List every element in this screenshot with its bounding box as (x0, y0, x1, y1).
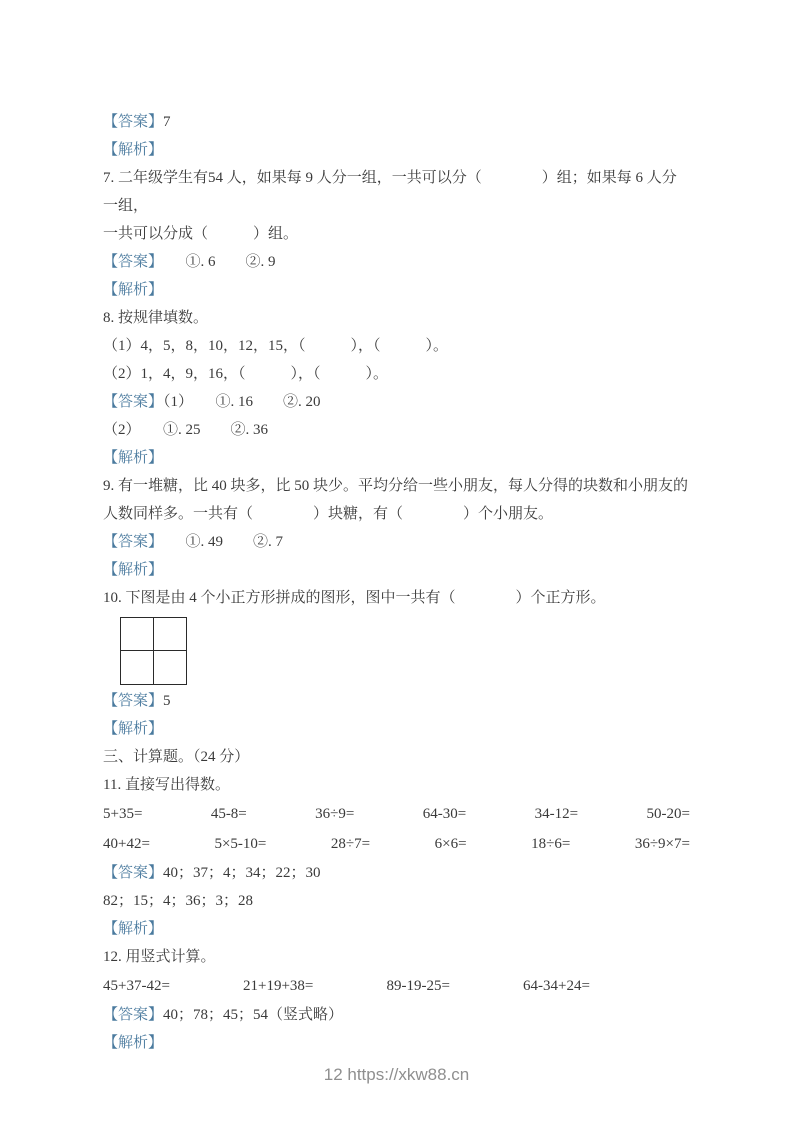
figure-cell (121, 618, 154, 651)
answer-line-q8-2 (103, 416, 690, 444)
page-number-and-url: 12 https://xkw88.cn (323, 1065, 470, 1084)
analysis-marker: 【解析】 (103, 921, 164, 937)
page-footer (0, 1063, 793, 1087)
answer-line-q8-1 (103, 388, 690, 416)
answer-line-q11-1 (103, 859, 690, 887)
answer-marker: 【答案】 (103, 394, 164, 410)
answer-value-q6: 7 (163, 114, 171, 130)
answer-line-q9 (103, 528, 690, 556)
analysis-line-q10 (103, 715, 690, 743)
equation: 21+19+38= (243, 978, 314, 994)
equation: 45-8= (210, 806, 247, 822)
answer-marker: 【答案】 (103, 693, 164, 709)
document-content (103, 108, 690, 1057)
question-8-title: 8. 按规律填数。 (103, 310, 209, 326)
question-7-text-line-2: 一共可以分成（ ）组。 (103, 226, 299, 242)
equation: 5×5-10= (214, 836, 267, 852)
equation: 64-30= (422, 806, 467, 822)
answer-value-q9: ①. 49 ②. 7 (155, 534, 284, 550)
question-7-text-line-1: 7. 二年级学生有54 人，如果每 9 人分一组，一共可以分（ ）组；如果每 6 人分一组， (103, 170, 677, 214)
equation: 6×6= (434, 836, 467, 852)
figure-cell (154, 618, 187, 651)
figure-cell (121, 651, 154, 684)
answer-value-q8-1: （1） ①. 16 ②. 20 (163, 394, 321, 410)
analysis-marker: 【解析】 (103, 562, 164, 578)
analysis-line-q8 (103, 444, 690, 472)
analysis-marker: 【解析】 (103, 1035, 164, 1051)
analysis-line-q7 (103, 276, 690, 304)
answer-line-q7 (103, 248, 690, 276)
equation: 5+35= (103, 806, 143, 822)
q12-equations-row (103, 971, 590, 1001)
answer-line-q12 (103, 1001, 690, 1029)
analysis-line-q6 (103, 136, 690, 164)
equation: 50-20= (646, 806, 690, 822)
answer-marker: 【答案】 (103, 1007, 164, 1023)
four-squares-figure (120, 617, 187, 685)
equation: 28÷7= (330, 836, 371, 852)
answer-line-q6 (103, 108, 690, 136)
answer-value-q7: ①. 6 ②. 9 (155, 254, 276, 270)
analysis-marker: 【解析】 (103, 142, 164, 158)
answer-line-q10 (103, 687, 690, 715)
question-8-sub-1: （1）4，5，8，10，12，15，（ ），（ ）。 (103, 338, 449, 354)
answer-line-q11-2 (103, 887, 690, 915)
equation: 45+37-42= (103, 978, 170, 994)
answer-value-q11-2: 82；15；4；36；3；28 (103, 893, 254, 909)
equation: 36÷9= (315, 806, 355, 822)
analysis-marker: 【解析】 (103, 450, 164, 466)
analysis-marker: 【解析】 (103, 282, 164, 298)
question-8-sub-2: （2）1，4，9，16，（ ），（ ）。 (103, 366, 389, 382)
answer-marker: 【答案】 (103, 114, 164, 130)
question-9-text-line-2: 人数同样多。一共有（ ）块糖，有（ ）个小朋友。 (103, 506, 554, 522)
answer-marker: 【答案】 (103, 534, 156, 550)
q11-equations-row-1 (103, 799, 690, 829)
equation: 36÷9×7= (634, 836, 690, 852)
question-9-text-line-1: 9. 有一堆糖，比 40 块多，比 50 块少。平均分给一些小朋友，每人分得的块数和小朋友的 (103, 478, 689, 494)
answer-value-q8-2: （2） ①. 25 ②. 36 (103, 422, 269, 438)
answer-value-q12: 40；78；45；54（竖式略） (163, 1007, 344, 1023)
equation: 64-34+24= (523, 978, 590, 994)
analysis-line-q12 (103, 1029, 690, 1057)
answer-marker: 【答案】 (103, 254, 156, 270)
question-12-title: 12. 用竖式计算。 (103, 949, 216, 965)
figure-cell (154, 651, 187, 684)
answer-value-q10: 5 (163, 693, 171, 709)
question-11-title: 11. 直接写出得数。 (103, 777, 230, 793)
question-10-title: 10. 下图是由 4 个小正方形拼成的图形，图中一共有（ ）个正方形。 (103, 590, 606, 606)
analysis-line-q11 (103, 915, 690, 943)
answer-marker: 【答案】 (103, 865, 164, 881)
analysis-line-q9 (103, 556, 690, 584)
section-3-title: 三、计算题。（24 分） (103, 749, 250, 765)
equation: 34-12= (534, 806, 579, 822)
equation: 18÷6= (531, 836, 571, 852)
equation: 40+42= (103, 836, 150, 852)
q11-equations-row-2 (103, 829, 690, 859)
equation: 89-19-25= (386, 978, 450, 994)
analysis-marker: 【解析】 (103, 721, 164, 737)
answer-value-q11-1: 40；37；4；34；22；30 (163, 865, 321, 881)
